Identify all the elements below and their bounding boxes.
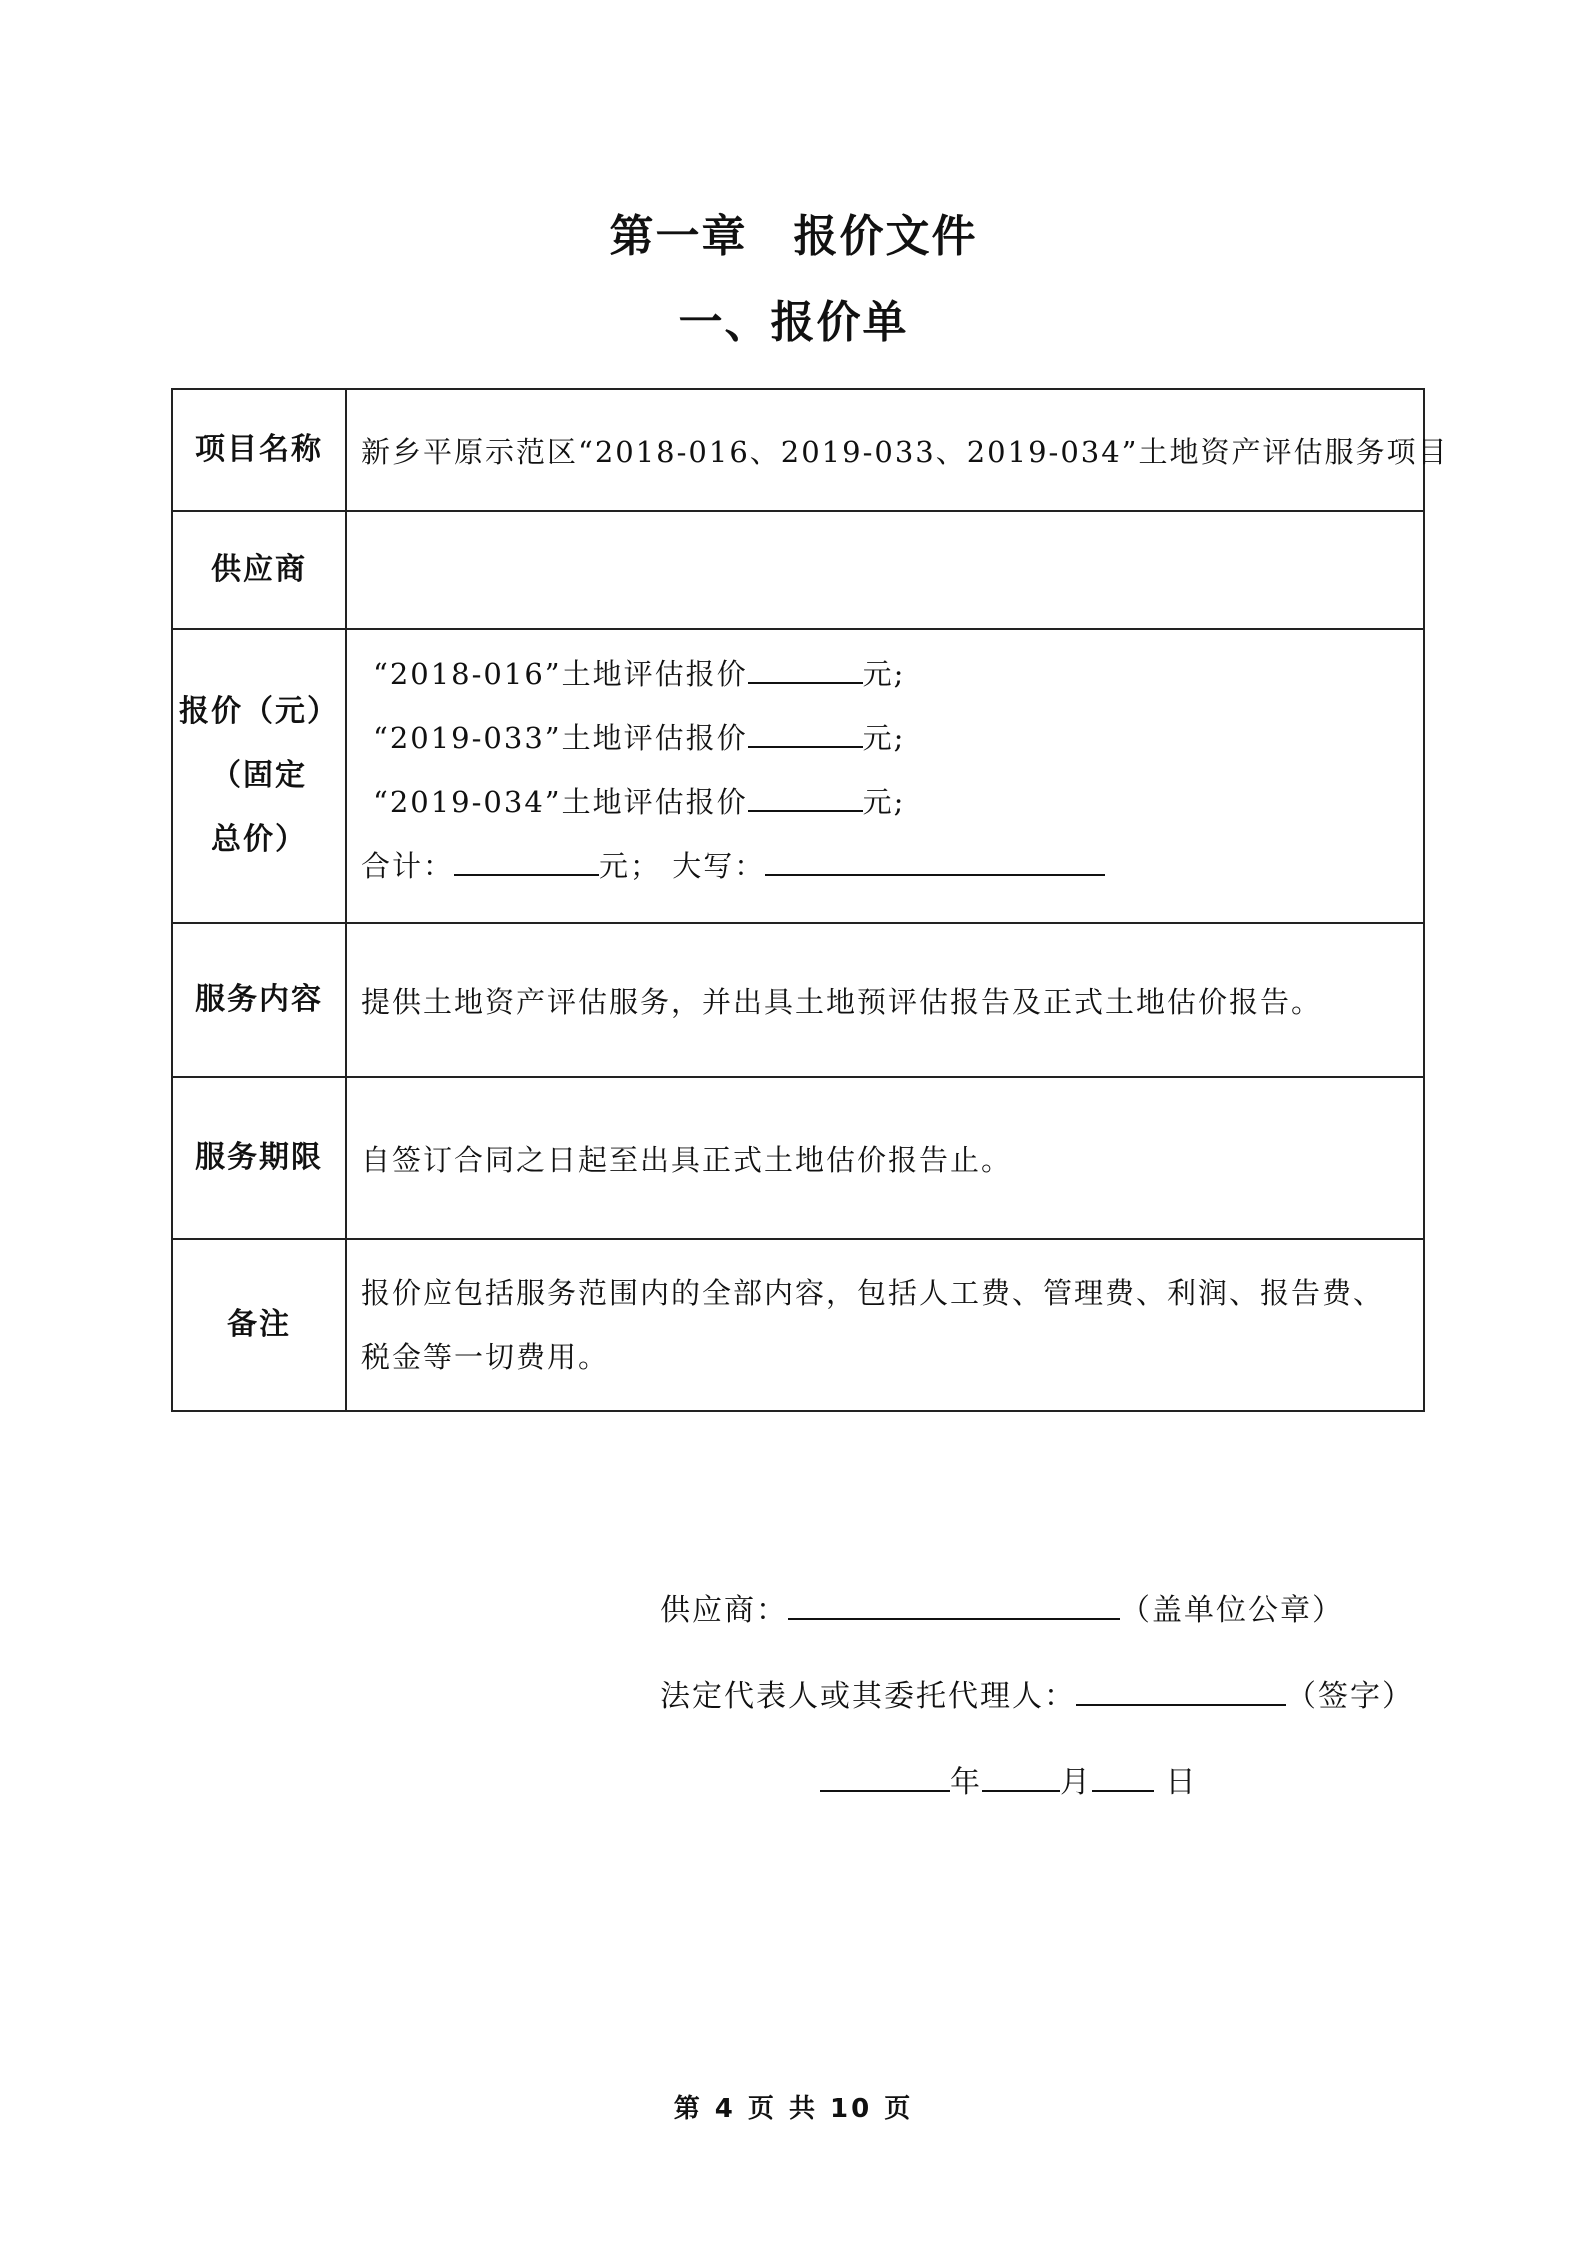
remarks-line-1: 报价应包括服务范围内的全部内容，包括人工费、管理费、利润、报告费、 bbox=[361, 1276, 1385, 1310]
price-item-2019-034 bbox=[361, 770, 1423, 834]
signature-supplier-label: 供应商： bbox=[660, 1593, 788, 1628]
table-row-service-period bbox=[172, 1077, 1424, 1239]
project-name-value: 新乡平原示范区“2018-016、2019-033、2019-034”土地资产评估服务项目 bbox=[346, 389, 1424, 511]
price-blank-2019-034[interactable] bbox=[748, 770, 863, 812]
date-month-blank[interactable] bbox=[982, 1750, 1060, 1792]
price-label-line-2: （固定 bbox=[211, 758, 307, 793]
table-row-supplier bbox=[172, 511, 1424, 629]
capital-label: 大写： bbox=[672, 849, 766, 883]
date-month-label: 月 bbox=[1060, 1765, 1092, 1800]
date-day-blank[interactable] bbox=[1092, 1750, 1154, 1792]
table-row-service-content bbox=[172, 923, 1424, 1077]
total-unit: 元； bbox=[599, 849, 662, 883]
price-value bbox=[346, 629, 1424, 923]
table-row-project-name bbox=[172, 389, 1424, 511]
price-item-label: “2018-016”土地评估报价 bbox=[373, 657, 748, 691]
service-content-value: 提供土地资产评估服务，并出具土地预评估报告及正式土地估价报告。 bbox=[346, 923, 1424, 1077]
chapter-title: 第一章 报价文件 bbox=[609, 211, 978, 262]
table-row-price bbox=[172, 629, 1424, 923]
service-period-value: 自签订合同之日起至出具正式土地估价报告止。 bbox=[346, 1077, 1424, 1239]
supplier-value-field[interactable] bbox=[346, 511, 1424, 629]
price-label-line-3: 总价） bbox=[211, 822, 307, 857]
remarks-value bbox=[346, 1239, 1424, 1411]
signature-supplier-note: （盖单位公章） bbox=[1120, 1593, 1344, 1628]
price-item-2019-033 bbox=[361, 706, 1423, 770]
price-blank-2019-033[interactable] bbox=[748, 706, 863, 748]
signature-date-line bbox=[820, 1750, 1198, 1801]
signature-rep-note: （签字） bbox=[1286, 1679, 1414, 1714]
price-total-line bbox=[361, 834, 1423, 898]
signature-supplier-line bbox=[660, 1578, 1344, 1629]
price-item-label: “2019-033”土地评估报价 bbox=[373, 721, 748, 755]
price-label bbox=[172, 629, 346, 923]
date-year-label: 年 bbox=[950, 1765, 982, 1800]
price-item-unit: 元; bbox=[862, 785, 906, 819]
section-title: 一、报价单 bbox=[678, 297, 909, 348]
price-item-unit: 元; bbox=[862, 721, 906, 755]
total-label: 合计： bbox=[361, 849, 455, 883]
price-item-label: “2019-034”土地评估报价 bbox=[373, 785, 748, 819]
supplier-label: 供应商 bbox=[172, 511, 346, 629]
table-row-remarks bbox=[172, 1239, 1424, 1411]
remarks-label: 备注 bbox=[172, 1239, 346, 1411]
service-period-label: 服务期限 bbox=[172, 1077, 346, 1239]
price-blank-2018-016[interactable] bbox=[748, 642, 863, 684]
price-item-2018-016 bbox=[361, 642, 1423, 706]
remarks-line-2: 税金等一切费用。 bbox=[361, 1340, 610, 1374]
signature-rep-blank[interactable] bbox=[1076, 1664, 1286, 1706]
date-day-label: 日 bbox=[1165, 1765, 1198, 1800]
signature-rep-label: 法定代表人或其委托代理人： bbox=[660, 1679, 1076, 1714]
signature-rep-line bbox=[660, 1664, 1414, 1715]
date-year-blank[interactable] bbox=[820, 1750, 950, 1792]
price-item-unit: 元; bbox=[862, 657, 906, 691]
quote-table bbox=[171, 388, 1449, 1412]
capital-blank[interactable] bbox=[765, 834, 1105, 876]
total-blank[interactable] bbox=[454, 834, 599, 876]
price-label-line-1: 报价（元） bbox=[179, 694, 339, 729]
project-name-label: 项目名称 bbox=[172, 389, 346, 511]
service-content-label: 服务内容 bbox=[172, 923, 346, 1077]
page-number-footer: 第 4 页 共 10 页 bbox=[673, 2094, 914, 2124]
signature-supplier-blank[interactable] bbox=[788, 1578, 1120, 1620]
